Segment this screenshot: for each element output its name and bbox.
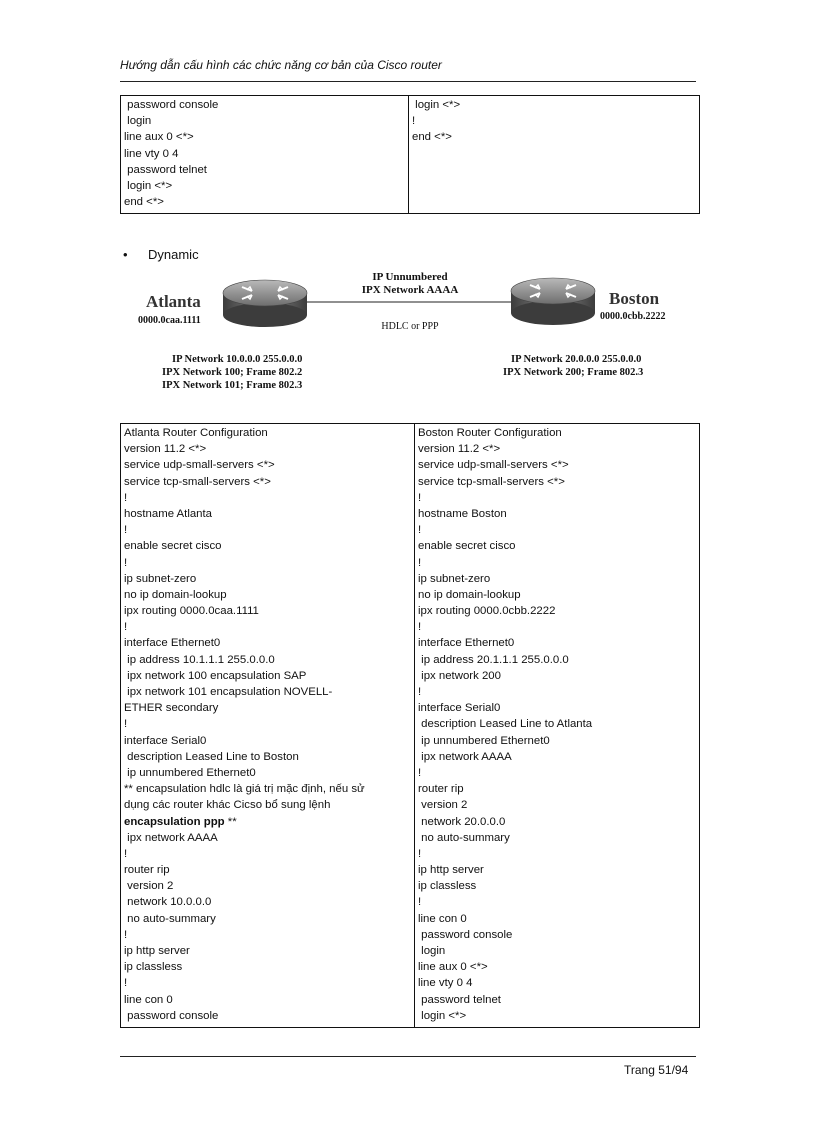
config-line: no auto-summary: [418, 831, 510, 844]
bullet-icon: •: [123, 247, 128, 262]
config-line: hostname Boston: [418, 507, 507, 520]
config-line: line con 0: [124, 993, 173, 1006]
config-line: password console: [124, 99, 219, 111]
page-number: Trang 51/94: [624, 1063, 689, 1077]
config-line: end <*>: [412, 131, 452, 144]
config-line: !: [124, 621, 128, 634]
boston-ipx-network-200: IPX Network 200; Frame 802.3: [503, 367, 644, 378]
config-line: login: [124, 115, 152, 128]
config-line: ip classless: [124, 961, 183, 974]
boston-router-icon: [511, 278, 595, 325]
config-line: enable secret cisco: [124, 540, 222, 553]
header-rule: [120, 81, 696, 82]
config-line: ip address 20.1.1.1 255.0.0.0: [418, 653, 569, 666]
config-line: !: [124, 718, 128, 731]
atlanta-router-name: Atlanta: [146, 292, 201, 311]
config-line: ip subnet-zero: [418, 572, 491, 585]
link-label-ipx-network: IPX Network AAAA: [361, 284, 459, 296]
config-line: line aux 0 <*>: [418, 961, 488, 974]
config-line: network 10.0.0.0: [124, 896, 212, 909]
config-line: enable secret cisco: [418, 540, 516, 553]
config-line: [124, 814, 411, 830]
config-line: version 11.2 <*>: [418, 443, 501, 456]
network-diagram: [130, 265, 690, 400]
config-line: router rip: [124, 864, 170, 877]
top-table-left-cell: [121, 96, 409, 214]
config-line: !: [124, 847, 128, 860]
boston-router-address: 0000.0cbb.2222: [600, 311, 666, 322]
config-line: ETHER secondary: [124, 702, 219, 715]
config-line: ipx network AAAA: [124, 831, 218, 844]
config-bold-suffix: **: [224, 815, 237, 828]
atlanta-ip-network: IP Network 10.0.0.0 255.0.0.0: [172, 354, 303, 365]
config-line: interface Ethernet0: [418, 637, 515, 650]
config-line: interface Serial0: [418, 702, 501, 715]
config-line: !: [124, 556, 128, 569]
top-table-right-cell: [409, 96, 700, 214]
bullet-label: Dynamic: [148, 247, 199, 262]
config-bold-text: encapsulation ppp: [124, 815, 225, 828]
config-line: !: [418, 556, 422, 569]
config-line: ipx network 200: [418, 669, 501, 682]
config-line: line con 0: [418, 912, 467, 925]
config-line: ipx routing 0000.0caa.1111: [124, 605, 259, 618]
footer-rule: [120, 1056, 696, 1057]
boston-config-cell: [415, 424, 700, 1028]
config-line: !: [418, 766, 422, 779]
top-config-table: [120, 95, 700, 214]
atlanta-router-icon: [223, 280, 307, 327]
config-line: login <*>: [412, 99, 461, 111]
boston-ip-network: IP Network 20.0.0.0 255.0.0.0: [511, 354, 642, 365]
config-line: service tcp-small-servers <*>: [124, 475, 271, 488]
config-line: ipx network 101 encapsulation NOVELL-: [124, 686, 333, 698]
boston-router-name: Boston: [609, 289, 660, 308]
config-line: description Leased Line to Boston: [124, 750, 299, 763]
config-line: ip classless: [418, 880, 477, 893]
bullet-dynamic: [123, 247, 199, 262]
config-line: !: [418, 686, 422, 698]
config-line: !: [418, 847, 422, 860]
config-line: !: [418, 491, 422, 504]
config-line: ** encapsulation hdlc là giá trị mặc định, nếu sử: [124, 783, 365, 796]
config-line: version 11.2 <*>: [124, 443, 207, 456]
config-line: description Leased Line to Atlanta: [418, 718, 593, 731]
config-line: password console: [418, 928, 513, 941]
config-line: ipx network 100 encapsulation SAP: [124, 669, 307, 682]
config-line: !: [124, 524, 128, 537]
config-line: !: [124, 491, 128, 504]
config-line: ipx routing 0000.0cbb.2222: [418, 605, 556, 618]
config-line: password console: [124, 1009, 219, 1022]
config-line: Boston Router Configuration: [418, 427, 562, 439]
config-line: line vty 0 4: [124, 147, 179, 160]
config-line: !: [418, 621, 422, 634]
config-line: no ip domain-lookup: [124, 588, 227, 601]
config-line: ip unnumbered Ethernet0: [124, 766, 256, 779]
router-config-table: [120, 423, 700, 1028]
config-line: !: [412, 115, 416, 128]
config-line: ip http server: [418, 864, 484, 877]
config-line: version 2: [418, 799, 468, 812]
config-line: no ip domain-lookup: [418, 588, 521, 601]
config-line: ip unnumbered Ethernet0: [418, 734, 550, 747]
config-line: hostname Atlanta: [124, 507, 213, 520]
config-line: !: [418, 524, 422, 537]
config-line: router rip: [418, 783, 464, 796]
config-line: login <*>: [418, 1009, 467, 1022]
config-line: !: [124, 928, 128, 941]
link-label-ip-unnumbered: IP Unnumbered: [372, 271, 448, 283]
config-line: network 20.0.0.0: [418, 815, 506, 828]
config-line: ip subnet-zero: [124, 572, 197, 585]
config-line: ip http server: [124, 945, 190, 957]
config-line: dụng các router khác Cicso bổ sung lệnh: [124, 799, 331, 812]
config-line: line aux 0 <*>: [124, 131, 194, 144]
config-line: interface Serial0: [124, 734, 207, 747]
config-line: no auto-summary: [124, 912, 216, 925]
atlanta-ipx-network-100: IPX Network 100; Frame 802.2: [162, 367, 303, 378]
atlanta-router-address: 0000.0caa.1111: [138, 315, 201, 326]
config-line: line vty 0 4: [418, 977, 473, 990]
config-line: password telnet: [124, 163, 207, 176]
page-header-title: Hướng dẫn cấu hình các chức năng cơ bản của Cisco router: [120, 58, 442, 72]
config-line: service udp-small-servers <*>: [124, 459, 275, 472]
config-line: ip address 10.1.1.1 255.0.0.0: [124, 653, 275, 666]
config-line: service tcp-small-servers <*>: [418, 475, 565, 488]
config-line: end <*>: [124, 196, 164, 209]
config-line: login <*>: [124, 179, 173, 192]
config-line: Atlanta Router Configuration: [124, 427, 268, 439]
atlanta-config-cell: [121, 424, 415, 1028]
config-line: interface Ethernet0: [124, 637, 221, 650]
config-line: !: [124, 977, 128, 990]
config-line: login: [418, 945, 446, 957]
atlanta-ipx-network-101: IPX Network 101; Frame 802.3: [162, 380, 303, 391]
config-line: service udp-small-servers <*>: [418, 459, 569, 472]
config-line: !: [418, 896, 422, 909]
config-line: password telnet: [418, 993, 501, 1006]
link-label-hdlc-ppp: HDLC or PPP: [381, 321, 439, 332]
config-line: ipx network AAAA: [418, 750, 512, 763]
config-line: version 2: [124, 880, 174, 893]
